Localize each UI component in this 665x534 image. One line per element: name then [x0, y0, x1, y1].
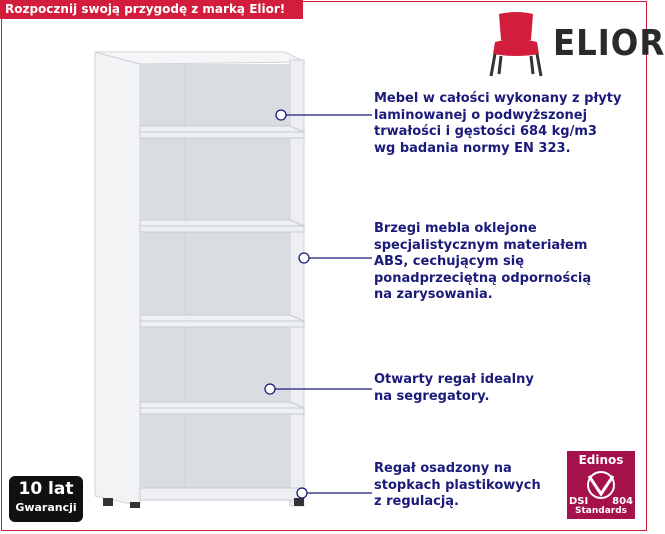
callout-material	[374, 91, 621, 157]
callout-feet	[374, 461, 541, 511]
callout-line: Brzegi mebla oklejone	[374, 221, 537, 236]
callout-line: Otwarty regał idealny	[374, 372, 534, 387]
certificate-title: Edinos	[578, 453, 624, 467]
callout-open-shelf	[374, 372, 534, 405]
brand-logo-text: ELIOR	[553, 23, 665, 64]
callout-line: wg badania normy EN 323.	[374, 140, 571, 156]
warranty-years: 10 lat	[18, 479, 74, 499]
callout-line: trwałości i gęstości 684 kg/m3	[374, 124, 597, 139]
callout-line: Regał osadzony na	[374, 461, 512, 476]
certificate-number: 804	[612, 496, 633, 507]
callout-line: laminowanej o podwyższonej	[374, 107, 588, 123]
certificate-badge	[567, 451, 635, 519]
callout-line: stopkach plastikowych	[374, 477, 541, 493]
promo-banner: Rozpocznij swoją przygodę z marką Elior!	[0, 0, 303, 19]
callout-line: na segregatory.	[374, 388, 490, 404]
certificate-standards: Standards	[574, 506, 628, 516]
callout-line: na zarysowania.	[374, 287, 493, 302]
callout-line: ABS, cechującym się	[374, 254, 525, 269]
callout-line: ponadprzeciętną odpornością	[374, 270, 592, 286]
callout-line: specjalistycznym materiałem	[374, 237, 588, 253]
callout-line: Mebel w całości wykonany z płyty	[374, 91, 622, 106]
callout-line: z regulacją.	[374, 494, 459, 509]
warranty-badge	[9, 476, 83, 522]
callout-edges	[374, 221, 591, 304]
warranty-label: Gwarancji	[15, 501, 77, 514]
certificate-dsi: DSI	[569, 496, 589, 507]
